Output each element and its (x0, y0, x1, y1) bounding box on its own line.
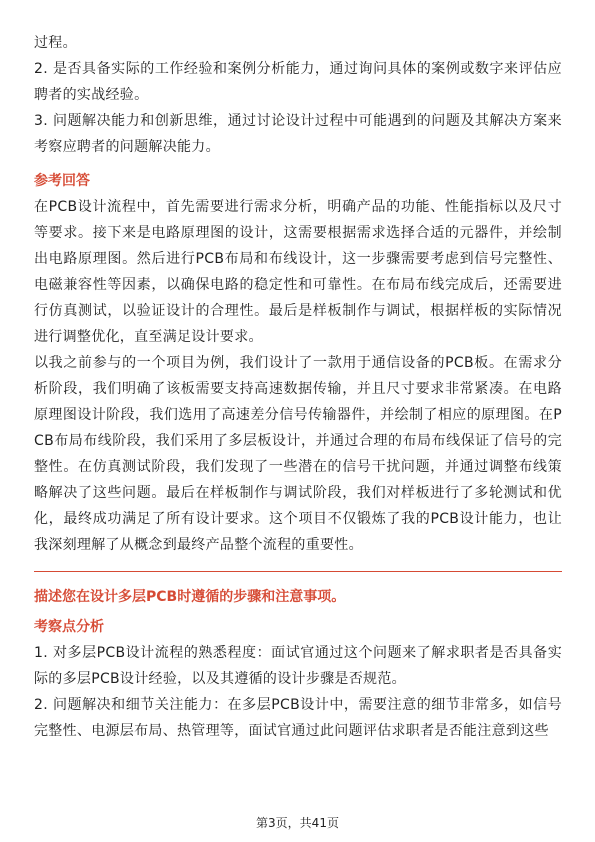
reference-answer-heading: 参考回答 (34, 173, 90, 189)
section-divider (34, 571, 562, 572)
reference-paragraph-1: 在PCB设计流程中，首先需要进行需求分析，明确产品的功能、性能指标以及尺寸等要求。接下来是电路原理图的设计，这需要根据需求选择合适的元器件，并绘制出电路原理图。然后进行PCB布局和布线设计，这一步骤需要考虑到信号完整性、电磁兼容性等因素，以确保电路的稳定性和可靠性。在布局布线完成后，还需要进行仿真测试，以验证设计的合理性。最后是样板制作与调试，根据样板的实际情况进行调整优化，直至满足设计要求。 (34, 199, 562, 345)
intro-continuation: 过程。 (34, 35, 77, 51)
analysis-item-1: 1. 对多层PCB设计流程的熟悉程度：面试官通过这个问题来了解求职者是否具备实际的多层PCB设计经验，以及其遵循的设计步骤是否规范。 (34, 645, 562, 687)
analysis-item-2: 2. 问题解决和细节关注能力：在多层PCB设计中，需要注意的细节非常多，如信号完整性、电源层布局、热管理等，面试官通过此问题评估求职者是否能注意到这些 (34, 697, 562, 739)
reference-paragraph-2: 以我之前参与的一个项目为例，我们设计了一款用于通信设备的PCB板。在需求分析阶段，我们明确了该板需要支持高速数据传输，并且尺寸要求非常紧凑。在电路原理图设计阶段，我们选用了高速差分信号传输器件，并绘制了相应的原理图。在PCB布局布线阶段，我们采用了多层板设计，并通过合理的布局布线保证了信号的完整性。在仿真测试阶段，我们发现了一些潜在的信号干扰问题，并通过调整布线策略解决了这些问题。最后在样板制作与调试阶段，我们对样板进行了多轮测试和优化，最终成功满足了所有设计要求。这个项目不仅锻炼了我的PCB设计能力，也让我深刻理解了从概念到最终产品整个流程的重要性。 (34, 355, 562, 553)
analysis-heading: 考察点分析 (34, 619, 104, 635)
intro-item-2: 2. 是否具备实际的工作经验和案例分析能力，通过询问具体的案例或数字来评估应聘者的实战经验。 (34, 61, 562, 103)
document-page (34, 30, 562, 744)
page-footer: 第3页，共41页 (256, 816, 339, 830)
intro-item-3: 3. 问题解决能力和创新思维，通过讨论设计过程中可能遇到的问题及其解决方案来考察应聘者的问题解决能力。 (34, 113, 562, 155)
question-title: 描述您在设计多层PCB时遵循的步骤和注意事项。 (34, 589, 346, 605)
